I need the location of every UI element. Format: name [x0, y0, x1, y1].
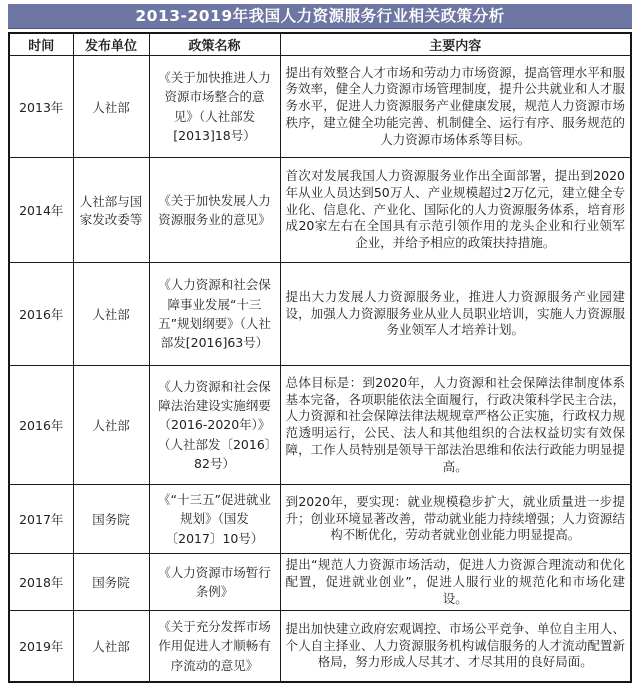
cell-issuer: 人社部与国家发改委等 [73, 158, 149, 263]
cell-content: 提出大力发展人力资源服务业，推进人力资源服务产业园建设，加强人力资源服务业从业人员职业培训，实施人力资源服务业领军人才培养计划。 [280, 263, 631, 366]
table-row [9, 366, 631, 485]
cell-policy: 《关于加快发展人力资源服务业的意见》 [149, 158, 280, 263]
cell-policy: 《人力资源和社会保障事业发展“十三五”规划纲要》（人社部发[2016]63号） [149, 263, 280, 366]
cell-issuer: 国务院 [73, 485, 149, 554]
cell-policy: 《“十三五”促进就业规划》（国发〔2017〕10号） [149, 485, 280, 554]
cell-issuer: 人社部 [73, 611, 149, 682]
column-header-content: 主要内容 [280, 33, 631, 56]
cell-policy: 《人力资源市场暂行条例》 [149, 554, 280, 611]
cell-time: 2019年 [9, 611, 73, 682]
cell-issuer: 人社部 [73, 366, 149, 485]
column-header-issuer: 发布单位 [73, 33, 149, 56]
cell-issuer: 人社部 [73, 263, 149, 366]
cell-content: 到2020年，要实现：就业规模稳步扩大，就业质量进一步提升；创业环境显著改善，带动就业能力持续增强；人力资源结构不断优化，劳动者就业创业能力明显提高。 [280, 485, 631, 554]
cell-content: 提出有效整合人才市场和劳动力市场资源，提高管理水平和服务效率，健全人力资源市场管理制度，提升公共就业和人才服务水平，促进人力资源服务产业健康发展，规范人力资源市场秩序，建立健全功能完善、机制健全、运行有序、服务规范的人力资源市场体系等目标。 [280, 56, 631, 158]
cell-issuer: 人社部 [73, 56, 149, 158]
cell-policy: 《关于加快推进人力资源市场整合的意见》（人社部发[2013]18号） [149, 56, 280, 158]
cell-time: 2016年 [9, 263, 73, 366]
cell-time: 2018年 [9, 554, 73, 611]
cell-content: 提出加快建立政府宏观调控、市场公平竞争、单位自主用人、个人自主择业、人力资源服务机构诚信服务的人才流动配置新格局，努力形成人尽其才、才尽其用的良好局面。 [280, 611, 631, 682]
table-row [9, 56, 631, 158]
table-row [9, 611, 631, 682]
table-row [9, 263, 631, 366]
cell-time: 2016年 [9, 366, 73, 485]
cell-content: 提出“规范人力资源市场活动，促进人力资源合理流动和优化配置，促进就业创业”，促进人服行业的规范化和市场化建设。 [280, 554, 631, 611]
header-row [9, 33, 631, 56]
cell-time: 2014年 [9, 158, 73, 263]
cell-time: 2017年 [9, 485, 73, 554]
table-row [9, 485, 631, 554]
table-title: 2013-2019年我国人力资源服务行业相关政策分析 [8, 4, 632, 29]
cell-policy: 《关于充分发挥市场作用促进人才顺畅有序流动的意见》 [149, 611, 280, 682]
table-row [9, 158, 631, 263]
column-header-time: 时间 [9, 33, 73, 56]
cell-time: 2013年 [9, 56, 73, 158]
table-row [9, 554, 631, 611]
policy-table [8, 32, 632, 683]
cell-issuer: 国务院 [73, 554, 149, 611]
cell-policy: 《人力资源和社会保障法治建设实施纲要（2016-2020年）》（人社部发〔2016〕82号） [149, 366, 280, 485]
cell-content: 总体目标是：到2020年，人力资源和社会保障法律制度体系基本完备，各项职能依法全面履行，行政决策科学民主合法，人力资源和社会保障法律法规规章严格公正实施，行政权力规范透明运行，公民、法人和其他组织的合法权益切实有效保障，工作人员特别是领导干部法治思维和依法行政能力明显提高。 [280, 366, 631, 485]
column-header-policy: 政策名称 [149, 33, 280, 56]
cell-content: 首次对发展我国人力资源服务业作出全面部署，提出到2020年从业人员达到50万人、产业规模超过2万亿元，建立健全专业化、信息化、产业化、国际化的人力资源服务体系，培育形成20家左右在全国具有示范引领作用的龙头企业和行业领军企业，并给予相应的政策扶持措施。 [280, 158, 631, 263]
